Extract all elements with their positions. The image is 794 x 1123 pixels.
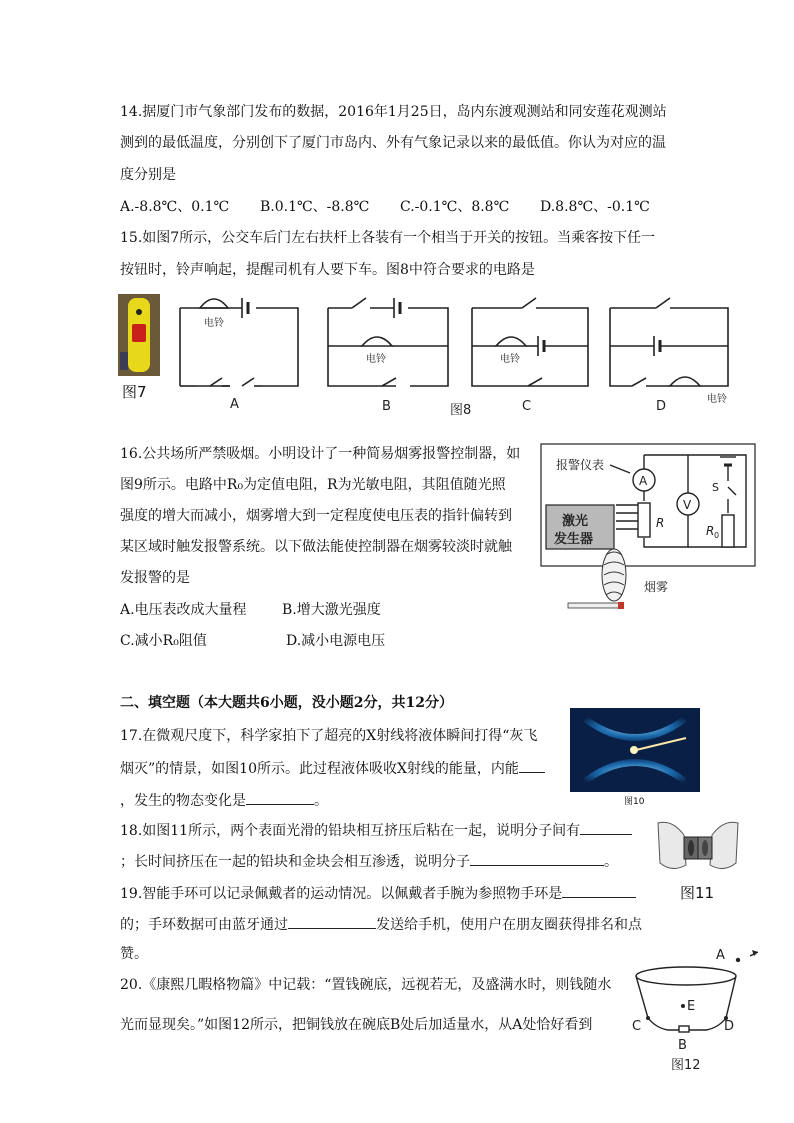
circuit-a-bell-label: 电铃 [204, 318, 224, 329]
figure-11-caption: 图11 [680, 884, 715, 902]
q18-line-1-text: 18.如图11所示，两个表面光滑的铅块相互挤压后粘在一起，说明分子间有 [120, 823, 581, 839]
circuit-d [610, 298, 728, 386]
q19-line-1 [120, 883, 636, 903]
q16-option-c: C.减小R₀阻值 [120, 633, 207, 649]
q18-line-2-end: 。 [604, 854, 618, 870]
circuit-a-label: A [230, 397, 239, 412]
circuit-a [180, 298, 298, 386]
figure-12-caption: 图12 [671, 1058, 701, 1073]
q15-line-2: 按钮时，铃声响起，提醒司机有人要下车。图8中符合要求的电路是 [120, 262, 535, 278]
fig9-resistor-r0-sub: 0 [714, 531, 720, 540]
circuit-b-bell-label: 电铃 [366, 354, 386, 365]
fig9-ammeter: A [639, 474, 648, 488]
q17-line-1: 17.在微观尺度下，科学家拍下了超亮的X射线将液体瞬间打得“灰飞 [120, 728, 538, 744]
q19-blank-2[interactable] [288, 914, 376, 929]
q18-line-1 [120, 820, 632, 840]
circuit-d-bell-label: 电铃 [707, 394, 727, 405]
section-2-title: 二、填空题（本大题共6小题，没小题2分，共12分） [120, 695, 453, 711]
q18-blank-2[interactable] [470, 851, 604, 866]
point-b-label: B [678, 1038, 687, 1053]
point-a-dot [736, 958, 740, 962]
figure-9-smoke-alarm [540, 443, 756, 613]
figure-8-caption: 图8 [450, 403, 472, 418]
circuit-b-label: B [382, 399, 391, 414]
q14-line-3: 度分别是 [120, 167, 176, 183]
circuit-c-bell-label: 电铃 [500, 354, 520, 365]
q14-option-b: B.0.1℃、-8.8℃ [260, 199, 370, 215]
q17-line-2-text: 烟灭”的情景，如图10所示。此过程液体吸收X射线的能量，内能 [120, 761, 519, 777]
fig9-resistor-r0: R [706, 524, 715, 538]
circuit-c-label: C [522, 399, 532, 414]
circuit-b [328, 298, 448, 386]
fig9-voltmeter: V [683, 498, 692, 512]
circuit-d-label: D [656, 399, 667, 414]
fig9-resistor-r: R [656, 516, 665, 530]
smoke-plume [602, 549, 626, 601]
q19-line-3: 赞。 [120, 946, 148, 962]
q16-option-a: A.电压表改成大量程 [120, 602, 247, 618]
figure-10-caption: 图10 [624, 797, 645, 807]
figure-11-lead-blocks [656, 815, 740, 881]
q14-option-d: D.8.8℃、-0.1℃ [540, 199, 650, 215]
q16-line-5: 发报警的是 [120, 570, 190, 586]
fig9-smoke-label: 烟雾 [644, 580, 669, 594]
figure-7-photo [118, 294, 160, 376]
q18-line-2 [120, 851, 618, 871]
q14-option-c: C.-0.1℃、8.8℃ [400, 199, 510, 215]
q20-line-2: 光而显现矣。”如图12所示，把铜钱放在碗底B处后加适量水，从A处恰好看到 [120, 1017, 593, 1033]
q19-line-2 [120, 914, 642, 934]
fig9-laser-line-1: 激光 [562, 514, 589, 529]
q14-line-2: 测到的最低温度，分别创下了厦门市岛内、外有气象记录以来的最低值。你认为对应的温 [120, 135, 666, 151]
q14-line-1: 14.据厦门市气象部门发布的数据，2016年1月25日，岛内东渡观测站和同安莲花观测站 [120, 104, 667, 120]
q19-line-2-text: 的；手环数据可由蓝牙通过 [120, 917, 288, 933]
q14-option-a: A.-8.8℃、0.1℃ [120, 199, 230, 215]
figure-7-caption: 图7 [122, 383, 147, 401]
q18-line-2-text: ；长时间挤压在一起的铅块和金块会相互渗透，说明分子 [120, 854, 470, 870]
q16-line-3: 强度的增大而减小，烟雾增大到一定程度使电压表的指针偏转到 [120, 508, 512, 524]
point-e-label: E [687, 999, 696, 1014]
q17-line-3-text: ，发生的物态变化是 [120, 793, 246, 809]
q17-line-3 [120, 790, 328, 810]
q19-blank-1[interactable] [562, 883, 636, 898]
q19-line-2-end: 发送给手机，使用户在朋友圈获得排名和点 [376, 917, 642, 933]
fig9-switch: S [712, 481, 719, 494]
xray-burst-graphic [570, 708, 700, 792]
q17-blank-2[interactable] [246, 790, 314, 805]
point-a-label: A [716, 948, 725, 963]
q18-blank-1[interactable] [580, 820, 632, 835]
point-c-label: C [632, 1019, 642, 1034]
q16-option-d: D.减小电源电压 [286, 633, 386, 649]
q19-line-1-text: 19.智能手环可以记录佩戴者的运动情况。以佩戴者手腕为参照物手环是 [120, 886, 563, 902]
q16-line-4: 某区域时触发报警系统。以下做法能使控制器在烟雾较淡时就触 [120, 539, 512, 555]
q17-blank-1[interactable] [519, 758, 545, 773]
figure-10-image [570, 708, 700, 792]
fig9-meter-label: 报警仪表 [556, 458, 605, 472]
bus-button-photo [118, 294, 160, 376]
fig9-laser-line-2: 发生器 [554, 532, 594, 547]
figure-12-bowl [624, 942, 774, 1078]
q16-option-b: B.增大激光强度 [282, 602, 381, 618]
q16-line-2: 图9所示。电路中R₀为定值电阻，R为光敏电阻，其阻值随光照 [120, 477, 506, 493]
circuit-c [472, 298, 588, 386]
point-e-dot [681, 1004, 685, 1008]
q20-line-1: 20.《康熙几暇格物篇》中记载：“置钱碗底，远视若无，及盛满水时，则钱随水 [120, 977, 612, 993]
figure-8-circuits [170, 288, 740, 428]
point-c-dot [646, 1016, 650, 1020]
q15-line-1: 15.如图7所示，公交车后门左右扶杆上各装有一个相当于开关的按钮。当乘客按下任一 [120, 230, 656, 246]
q17-line-2 [120, 758, 545, 778]
point-d-label: D [724, 1019, 735, 1034]
q16-line-1: 16.公共场所严禁吸烟。小明设计了一种简易烟雾报警控制器，如 [120, 446, 521, 462]
q17-line-3-end: 。 [314, 793, 328, 809]
